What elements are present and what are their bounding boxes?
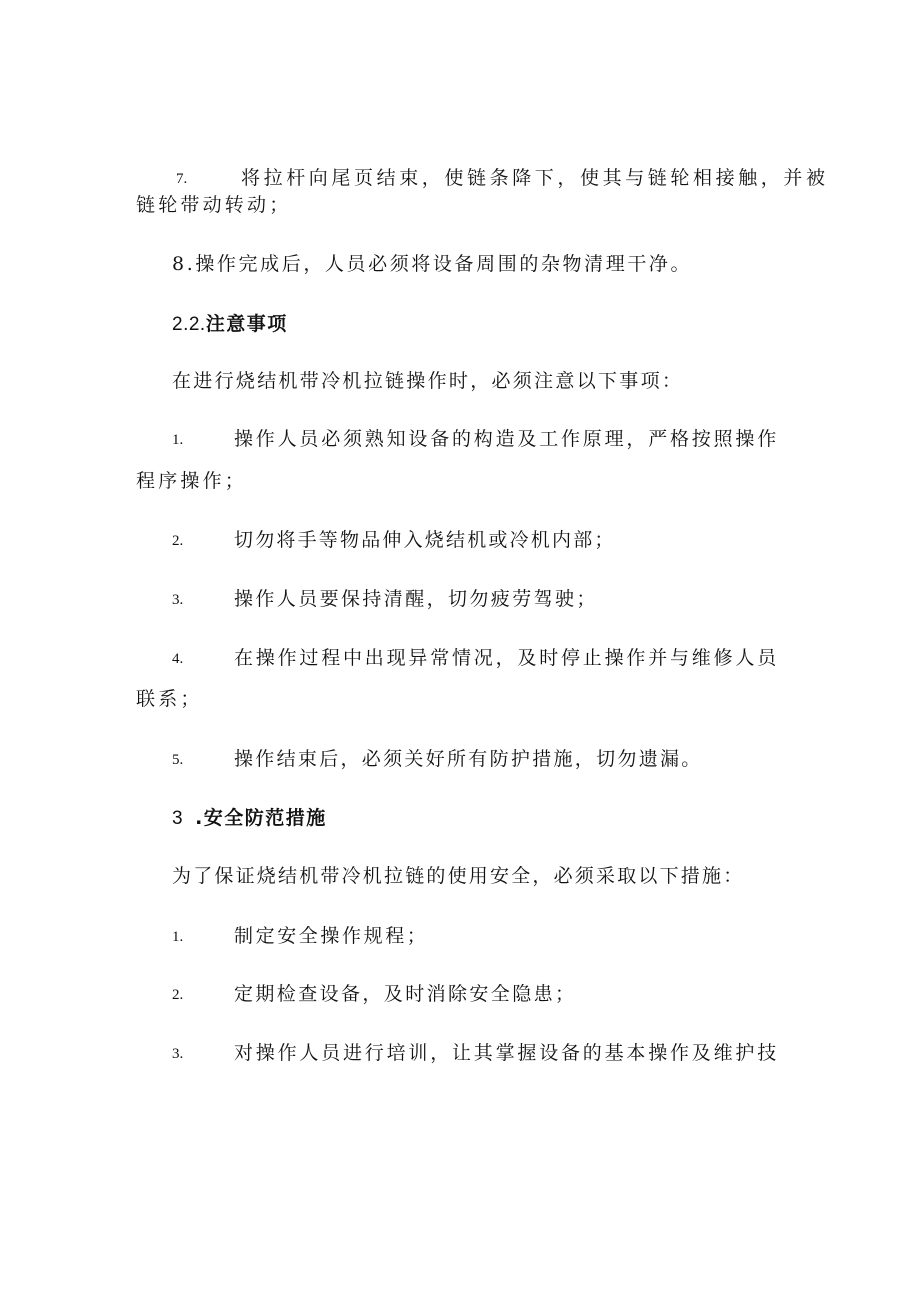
section-2-2-item-1-number: 1.: [172, 432, 184, 448]
section-3-item-3-line-1: 对操作人员进行培训，让其掌握设备的基本操作及维护技: [234, 1042, 780, 1064]
section-2-2-item-1-line-1: 操作人员必须熟知设备的构造及工作原理，严格按照操作: [234, 428, 780, 450]
section-3-title: .安全防范措施: [195, 807, 327, 829]
section-2-2-item-4-line-2: 联系；: [136, 688, 203, 710]
section-2-2-intro: 在进行烧结机带冷机拉链操作时，必须注意以下事项：: [172, 370, 684, 392]
section-3-item-3-number: 3.: [172, 1046, 184, 1062]
section-2-2-heading: [172, 312, 288, 337]
section-2-2-item-5-number: 5.: [172, 752, 184, 768]
section-2-2-item-2-line-1: 切勿将手等物品伸入烧结机或冷机内部；: [234, 529, 616, 551]
section-3-item-2-number: 2.: [172, 987, 184, 1003]
step-8-text: 8.操作完成后，人员必须将设备周围的杂物清理干净。: [172, 253, 693, 275]
section-2-2-item-4-number: 4.: [172, 651, 184, 667]
step-7-line-2: 链轮带动转动；: [136, 194, 292, 216]
section-3-item-1-line-1: 制定安全操作规程；: [234, 925, 429, 947]
section-3-item-1-number: 1.: [172, 929, 184, 945]
section-3-heading: [172, 806, 327, 831]
step-7-line-1: 将拉杆向尾页结束，使链条降下，使其与链轮相接触，并被: [241, 167, 829, 189]
step-7-number: 7.: [176, 171, 188, 187]
section-2-2-item-5-line-1: 操作结束后，必须关好所有防护措施，切勿遗漏。: [234, 748, 703, 770]
section-2-2-item-4-line-1: 在操作过程中出现异常情况，及时停止操作并与维修人员: [234, 647, 780, 669]
section-2-2-number: 2.2.: [172, 314, 206, 335]
section-3-item-2-line-1: 定期检查设备，及时消除安全隐患；: [234, 983, 577, 1005]
section-2-2-item-3-number: 3.: [172, 592, 184, 608]
section-2-2-item-2-number: 2.: [172, 533, 184, 549]
section-2-2-title: 注意事项: [205, 313, 288, 335]
section-2-2-item-3-line-1: 操作人员要保持清醒，切勿疲劳驾驶；: [234, 588, 598, 610]
section-3-intro: 为了保证烧结机带冷机拉链的使用安全，必须采取以下措施：: [172, 865, 745, 887]
section-3-number: 3: [172, 808, 184, 829]
section-2-2-item-1-line-2: 程序操作；: [136, 470, 248, 492]
